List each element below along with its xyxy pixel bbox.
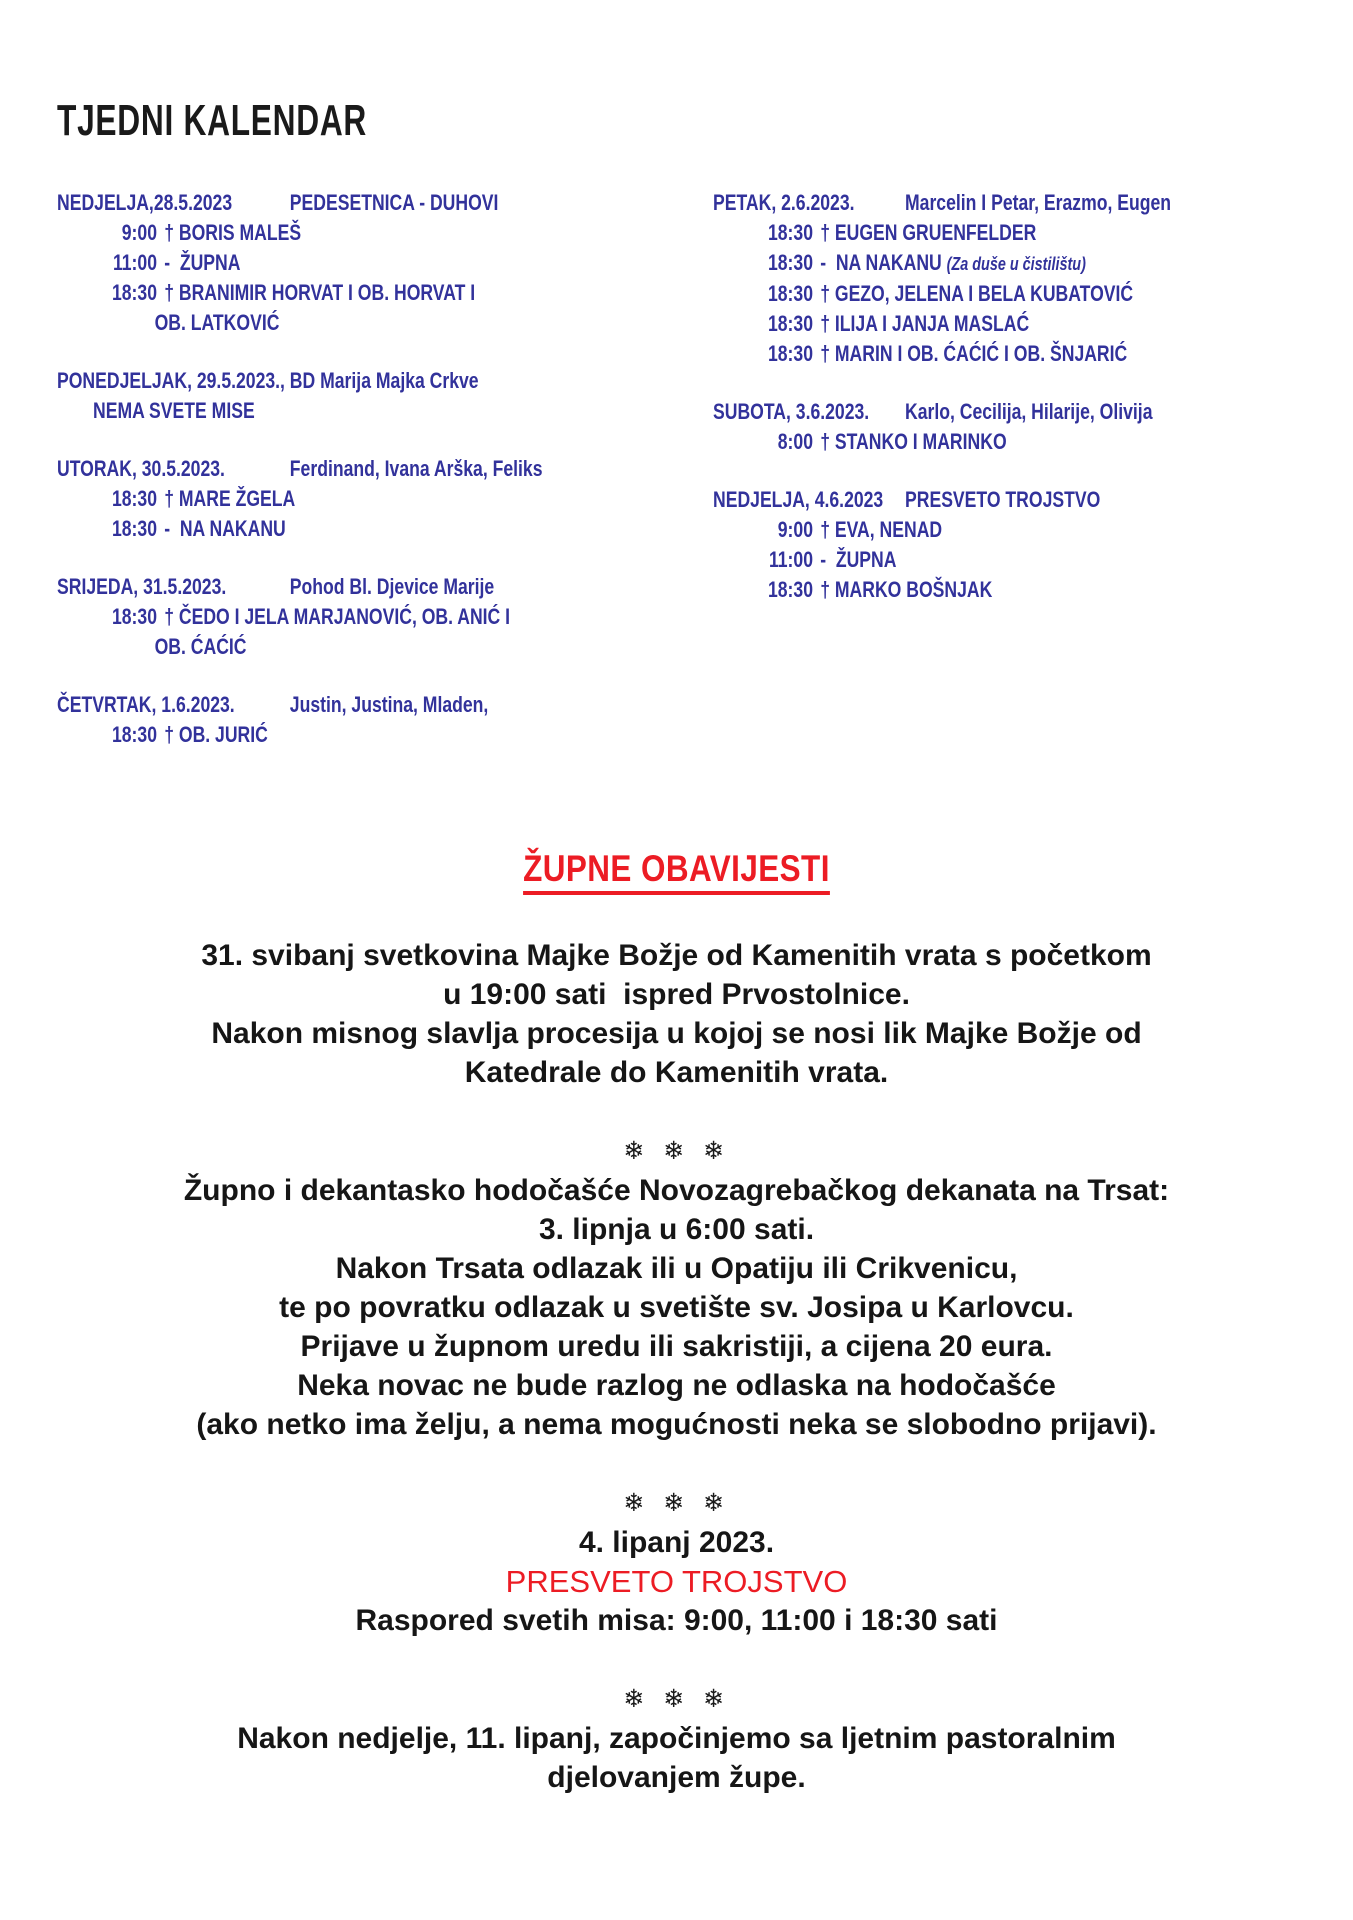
separator-ornament: ❄ ❄ ❄ <box>623 1137 730 1165</box>
announcement-line: 4. lipanj 2023. <box>578 1526 775 1559</box>
announcement-line: Raspored svetih misa: 9:00, 11:00 i 18:30 sati <box>355 1604 998 1637</box>
mass-time: 11:00 <box>112 250 157 275</box>
mass-intention: † EVA, NENAD <box>820 517 943 542</box>
calendar-entry <box>713 188 1353 369</box>
calendar-day-date: NEDJELJA,28.5.2023 <box>57 190 233 215</box>
calendar-feast-names: Marcelin I Petar, Erazmo, Eugen <box>905 190 1172 215</box>
mass-time: 18:30 <box>767 281 813 306</box>
mass-intention: † ČEDO I JELA MARJANOVIĆ, OB. ANIĆ I <box>164 604 511 629</box>
announcement-paragraph <box>0 936 1353 1092</box>
mass-time: 8:00 <box>777 429 813 454</box>
calendar-day-date: PONEDJELJAK, 29.5.2023., <box>57 368 285 393</box>
announcement-line: Nakon nedjelje, 11. lipanj, započinjemo sa ljetnim pastoralnim <box>237 1722 1116 1755</box>
calendar-entry-header <box>57 572 713 602</box>
calendar-entry <box>57 188 713 338</box>
announcements-body <box>0 936 1353 1797</box>
calendar-day-date: SRIJEDA, 31.5.2023. <box>57 574 227 599</box>
calendar-day-date: UTORAK, 30.5.2023. <box>57 456 225 481</box>
calendar-line-continuation: OB. ĆAĆIĆ <box>154 634 247 659</box>
calendar-day-date: NEDJELJA, 4.6.2023 <box>713 487 884 512</box>
announcement-paragraph <box>0 1719 1353 1797</box>
calendar-feast-names: PRESVETO TROJSTVO <box>905 487 1101 512</box>
calendar-mass-line <box>713 218 1353 248</box>
announcements-heading-row <box>0 848 1353 896</box>
calendar-left-column <box>57 188 713 778</box>
mass-intention: - ŽUPNA <box>164 250 241 275</box>
mass-time: 18:30 <box>111 604 157 629</box>
mass-intention: † GEZO, JELENA I BELA KUBATOVIĆ <box>820 281 1134 306</box>
calendar-feast-names: BD Marija Majka Crkve <box>289 368 479 393</box>
calendar-entry <box>57 690 713 750</box>
announcement-line: Neka novac ne bude razlog ne odlaska na hodočašće <box>297 1369 1056 1402</box>
calendar-entry <box>713 485 1353 605</box>
calendar-mass-line <box>713 515 1353 545</box>
mass-time: 11:00 <box>768 547 813 572</box>
calendar-mass-line <box>57 602 713 632</box>
calendar-feast-names: Pohod Bl. Djevice Marije <box>289 574 495 599</box>
calendar-entry <box>57 454 713 544</box>
mass-time: 18:30 <box>767 341 813 366</box>
calendar-line-continuation: OB. LATKOVIĆ <box>154 310 280 335</box>
mass-time: 18:30 <box>111 516 157 541</box>
announcements-heading: ŽUPNE OBAVIJESTI <box>523 849 830 895</box>
calendar-mass-line <box>713 427 1353 457</box>
calendar-entry-header <box>57 188 713 218</box>
mass-intention: † EUGEN GRUENFELDER <box>820 220 1037 245</box>
mass-intention: † MARE ŽGELA <box>164 486 296 511</box>
calendar-mass-line <box>57 484 713 514</box>
mass-time: 18:30 <box>767 311 813 336</box>
announcement-line: Katedrale do Kamenitih vrata. <box>464 1056 889 1089</box>
calendar-line-note: NEMA SVETE MISE <box>93 398 255 423</box>
calendar-entry-header <box>713 485 1353 515</box>
announcement-line: u 19:00 sati ispred Prvostolnice. <box>443 978 910 1011</box>
mass-time: 18:30 <box>767 220 813 245</box>
calendar-mass-line <box>57 278 713 308</box>
calendar-mass-line <box>713 248 1353 279</box>
mass-intention-note: (Za duše u čistilištu) <box>946 254 1086 274</box>
calendar-entry-header <box>57 454 713 484</box>
mass-intention: † BRANIMIR HORVAT I OB. HORVAT I <box>164 280 476 305</box>
calendar-right-column <box>713 188 1353 778</box>
announcement-line: Župno i dekantasko hodočašće Novozagrebačkog dekanata na Trsat: <box>183 1174 1170 1207</box>
calendar-feast-names: PEDESETNICA - DUHOVI <box>289 190 499 215</box>
calendar-entry-header <box>713 188 1353 218</box>
announcement-line: Nakon misnog slavlja procesija u kojoj se nosi lik Majke Božje od <box>211 1017 1142 1050</box>
mass-time: 18:30 <box>111 280 157 305</box>
announcement-line: te po povratku odlazak u svetište sv. Josipa u Karlovcu. <box>279 1291 1074 1324</box>
mass-intention: † OB. JURIĆ <box>164 722 268 747</box>
mass-time: 18:30 <box>111 722 157 747</box>
calendar-entry-header <box>57 366 713 396</box>
page-title: TJEDNI KALENDAR <box>57 96 368 145</box>
mass-intention: † ILIJA I JANJA MASLAĆ <box>820 311 1030 336</box>
calendar-mass-line <box>57 248 713 278</box>
calendar-mass-line <box>713 339 1353 369</box>
announcement-line: 3. lipnja u 6:00 sati. <box>538 1213 815 1246</box>
calendar-mass-line <box>57 218 713 248</box>
announcement-line: 31. svibanj svetkovina Majke Božje od Kamenitih vrata s početkom <box>201 939 1152 972</box>
calendar-feast-names: Justin, Justina, Mladen, <box>289 692 489 717</box>
separator-ornament: ❄ ❄ ❄ <box>623 1685 730 1713</box>
calendar-entry <box>57 366 713 426</box>
announcement-line: PRESVETO TROJSTVO <box>505 1564 848 1599</box>
mass-intention: † MARKO BOŠNJAK <box>820 577 993 602</box>
calendar-entry <box>57 572 713 662</box>
weekly-calendar <box>57 188 1353 778</box>
mass-intention: † STANKO I MARINKO <box>820 429 1007 454</box>
mass-time: 18:30 <box>767 577 813 602</box>
mass-time: 18:30 <box>111 486 157 511</box>
announcement-paragraph <box>0 1523 1353 1640</box>
calendar-feast-names: Ferdinand, Ivana Arška, Feliks <box>289 456 543 481</box>
calendar-entry-header <box>713 397 1353 427</box>
mass-time: 9:00 <box>121 220 157 245</box>
announcement-line: Nakon Trsata odlazak ili u Opatiju ili Crikvenicu, <box>335 1252 1018 1285</box>
announcement-line: djelovanjem župe. <box>547 1761 806 1794</box>
calendar-mass-line <box>713 309 1353 339</box>
calendar-day-date: SUBOTA, 3.6.2023. <box>713 399 870 424</box>
announcement-line: (ako netko ima želju, a nema mogućnosti neka se slobodno prijavi). <box>196 1408 1157 1441</box>
calendar-mass-line <box>57 720 713 750</box>
mass-time: 18:30 <box>767 250 813 275</box>
mass-time: 9:00 <box>777 517 813 542</box>
announcement-line: Prijave u župnom uredu ili sakristiji, a cijena 20 eura. <box>300 1330 1053 1363</box>
mass-intention: † MARIN I OB. ĆAĆIĆ I OB. ŠNJARIĆ <box>820 341 1128 366</box>
calendar-feast-names: Karlo, Cecilija, Hilarije, Olivija <box>905 399 1153 424</box>
calendar-day-date: ČETVRTAK, 1.6.2023. <box>57 692 235 717</box>
mass-intention: - NA NAKANU <box>820 250 947 275</box>
calendar-mass-line <box>713 575 1353 605</box>
announcement-paragraph <box>0 1171 1353 1444</box>
calendar-entry <box>713 397 1353 457</box>
separator-ornament: ❄ ❄ ❄ <box>623 1489 730 1517</box>
calendar-mass-line <box>713 279 1353 309</box>
mass-intention: - ŽUPNA <box>820 547 897 572</box>
calendar-mass-line <box>57 514 713 544</box>
mass-intention: † BORIS MALEŠ <box>164 220 302 245</box>
mass-intention: - NA NAKANU <box>164 516 286 541</box>
calendar-mass-line <box>713 545 1353 575</box>
announcements-section <box>0 848 1353 1797</box>
calendar-entry-header <box>57 690 713 720</box>
calendar-day-date: PETAK, 2.6.2023. <box>713 190 855 215</box>
